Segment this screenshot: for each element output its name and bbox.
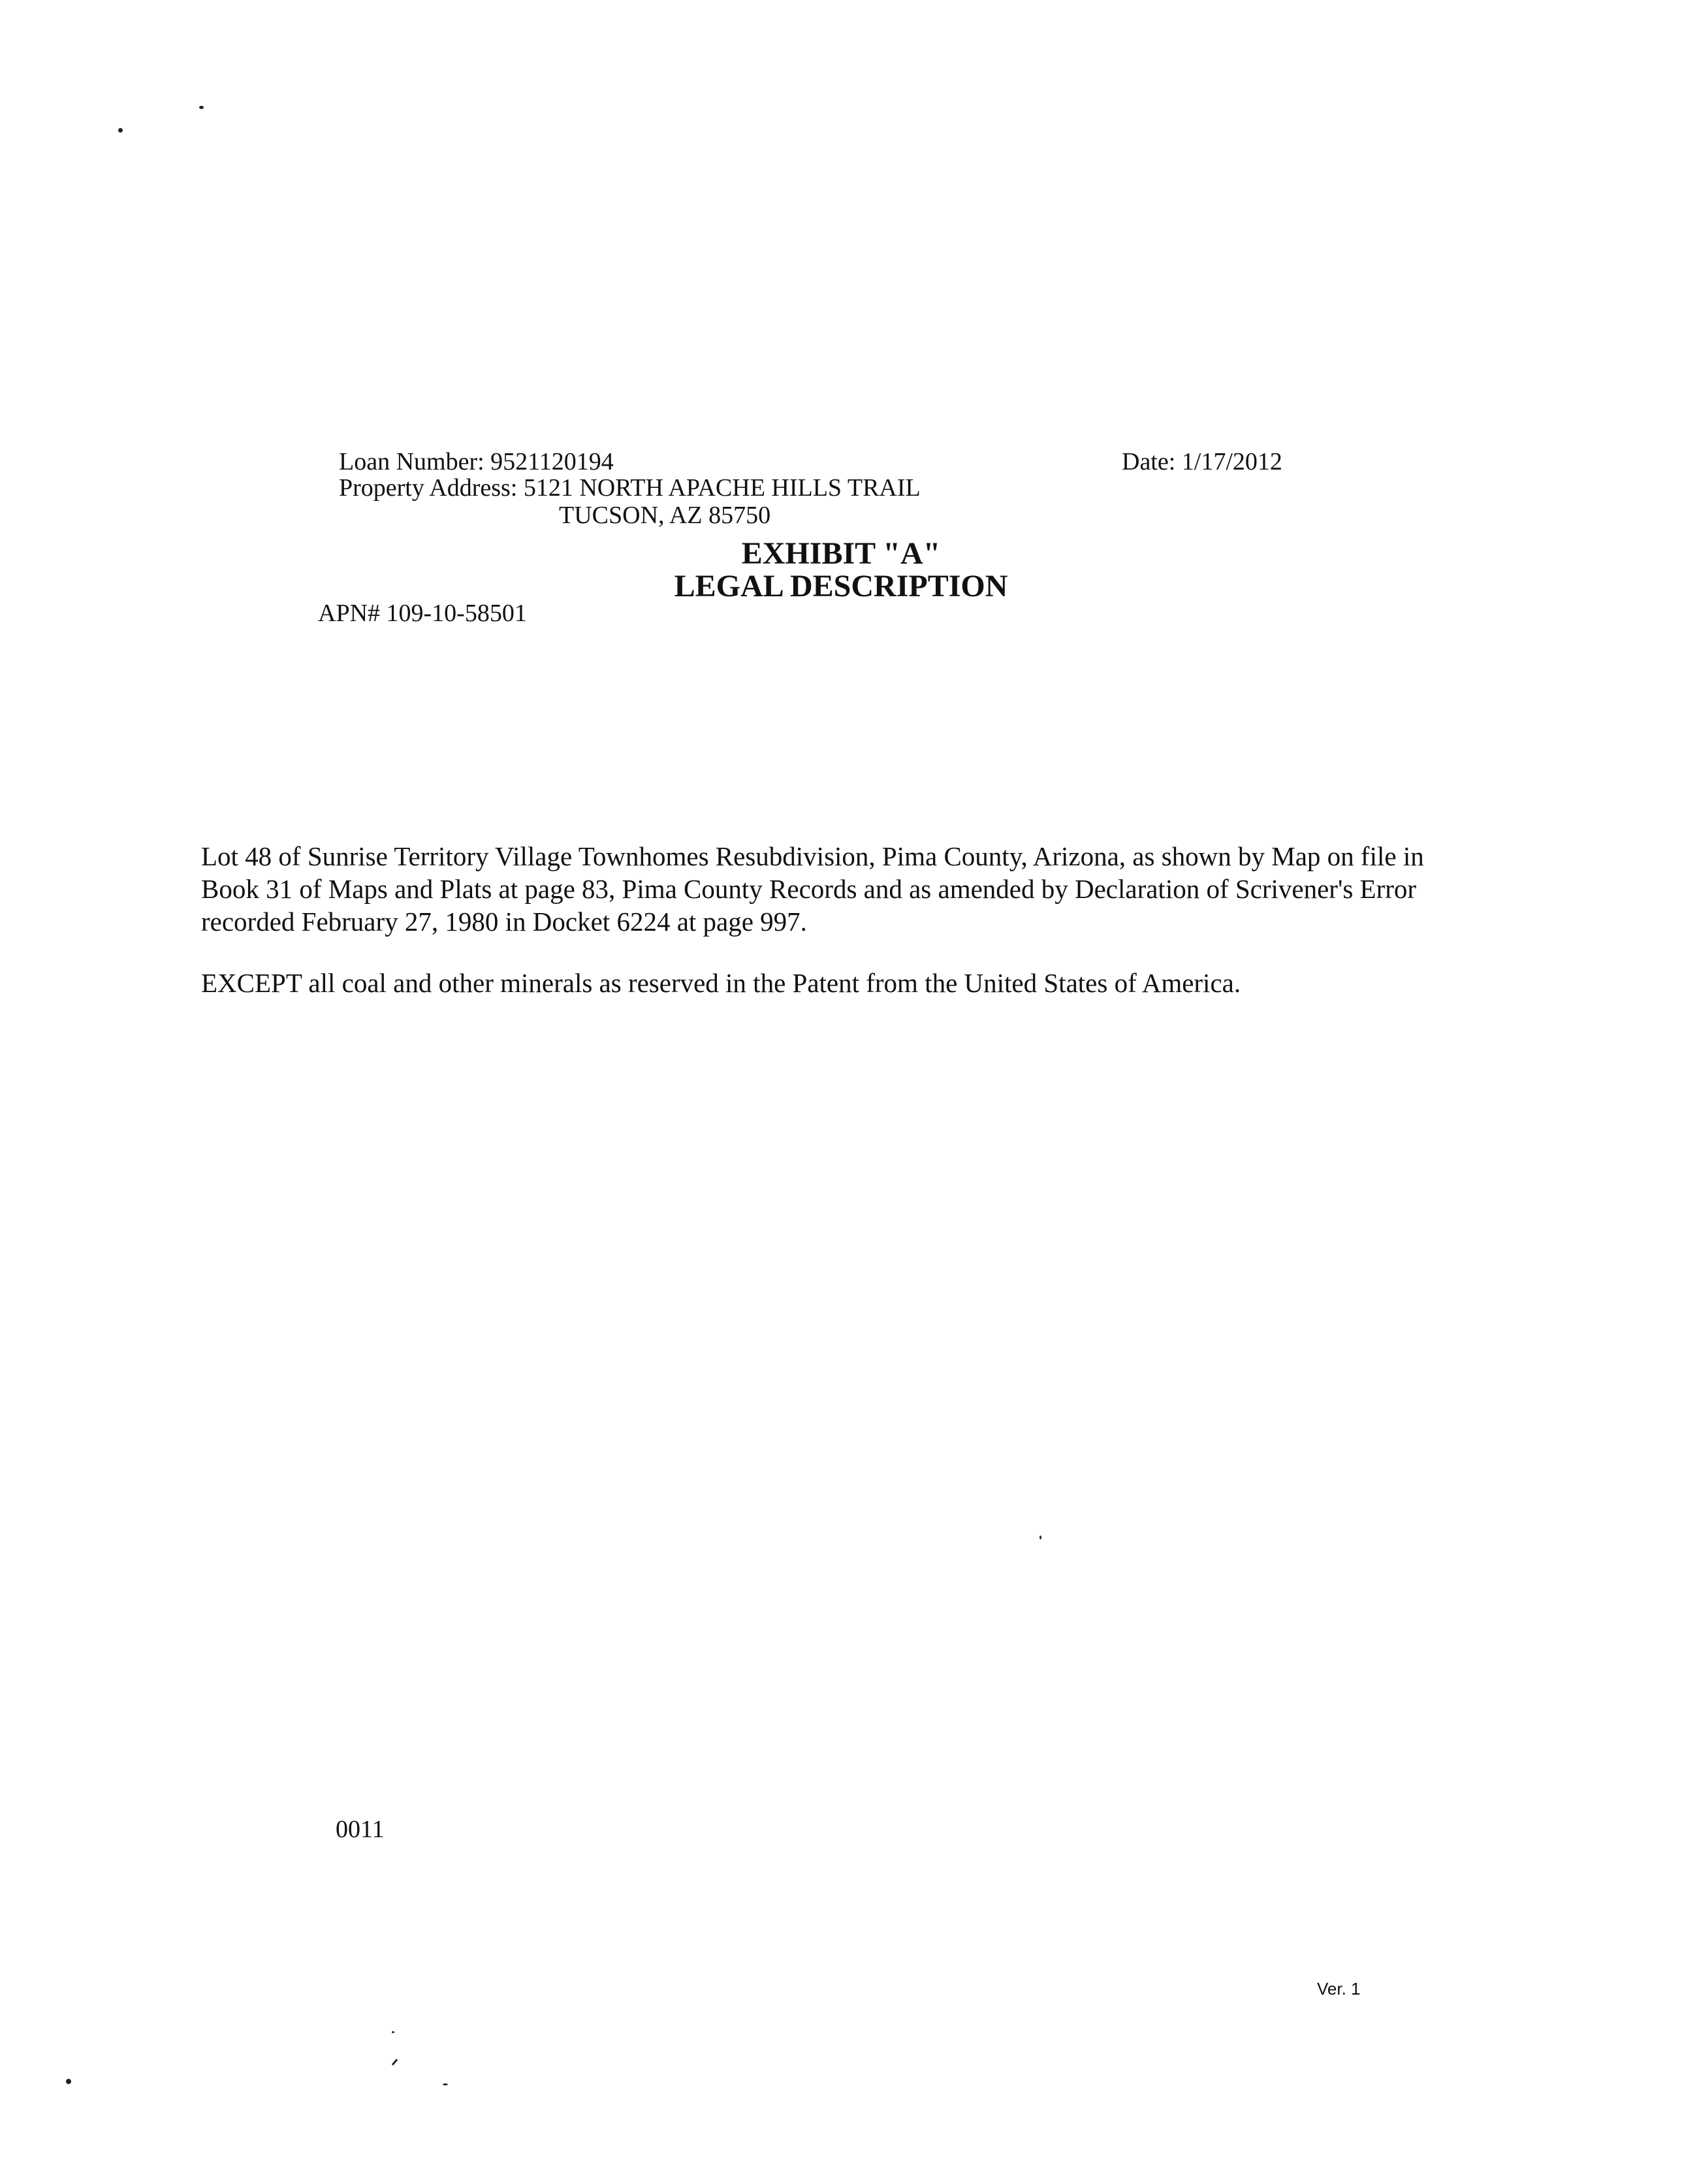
document-date: Date: 1/17/2012 bbox=[1122, 448, 1282, 475]
scan-speck bbox=[443, 2083, 448, 2085]
mineral-exception-paragraph bbox=[201, 967, 1481, 999]
scan-speck bbox=[1039, 1535, 1041, 1539]
legal-description-line: Book 31 of Maps and Plats at page 83, Pima County Records and as amended by Declaration of Scrivener's Error bbox=[201, 874, 1417, 904]
loan-number: Loan Number: 9521120194 bbox=[339, 448, 614, 475]
scan-speck bbox=[392, 2031, 394, 2033]
scan-speck bbox=[392, 2059, 398, 2065]
scan-speck bbox=[66, 2079, 71, 2084]
scan-speck bbox=[118, 128, 123, 133]
legal-description-line: recorded February 27, 1980 in Docket 6224 at page 997. bbox=[201, 907, 807, 937]
property-address-line2: TUCSON, AZ 85750 bbox=[559, 502, 771, 529]
mineral-exception-text: EXCEPT all coal and other minerals as reserved in the Patent from the United States of America. bbox=[201, 968, 1241, 998]
page-code: 0011 bbox=[336, 1816, 385, 1843]
legal-description-line: Lot 48 of Sunrise Territory Village Townhomes Resubdivision, Pima County, Arizona, as shown by Map on file in bbox=[201, 841, 1424, 871]
property-address-line1: Property Address: 5121 NORTH APACHE HILLS TRAIL bbox=[339, 474, 921, 502]
exhibit-title: EXHIBIT "A" bbox=[741, 536, 941, 571]
apn-number: APN# 109-10-58501 bbox=[318, 600, 527, 627]
version-label: Ver. 1 bbox=[1317, 1979, 1361, 1999]
legal-description-title: LEGAL DESCRIPTION bbox=[674, 569, 1008, 603]
scan-speck bbox=[199, 106, 204, 109]
legal-description-paragraph bbox=[201, 840, 1481, 938]
